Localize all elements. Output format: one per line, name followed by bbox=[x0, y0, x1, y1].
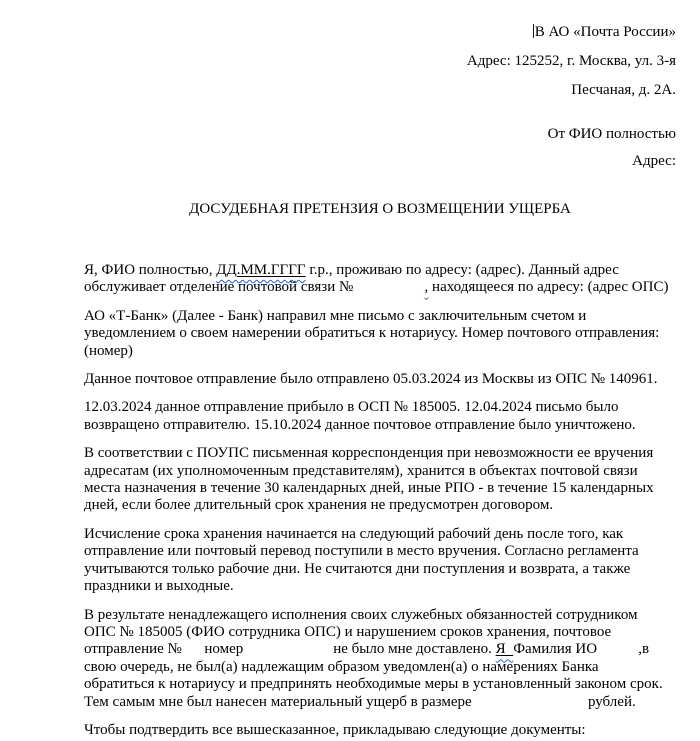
text-line: адресатам (их уполномоченным представителям), хранится в объектах почтовой связи bbox=[84, 462, 638, 479]
text-line: 12.03.2024 данное отправление прибыло в ОСП № 185005. 12.04.2024 письмо было bbox=[84, 399, 619, 416]
sender-block bbox=[84, 121, 676, 175]
grammar-squiggle-comma: , bbox=[424, 279, 429, 296]
recipient-org: В АО «Почта России» bbox=[534, 24, 676, 40]
paragraph-delivery-history bbox=[84, 399, 676, 434]
text-line: Данное почтовое отправление было отправлено 05.03.2024 из Москвы из ОПС № 140961. bbox=[84, 371, 658, 388]
paragraph-bank-letter bbox=[84, 308, 676, 360]
document-body bbox=[84, 262, 676, 739]
sender-line-2: Адрес: bbox=[632, 153, 676, 169]
paragraph-sent-date bbox=[84, 371, 676, 388]
paragraph-intro bbox=[84, 262, 676, 297]
text-line: отправление или почтовый перевод поступили в место вручения. Согласно регламента bbox=[84, 543, 639, 560]
text-line: (номер) bbox=[84, 342, 133, 359]
document-content bbox=[84, 18, 676, 739]
recipient-line-2: Адрес: 125252, г. Москва, ул. 3-я bbox=[466, 53, 676, 69]
text-line: АО «Т-Банк» (Далее - Банк) направил мне письмо с заключительным счетом и bbox=[84, 307, 587, 324]
intro-text-after-date: г.р., проживаю по адресу: (адрес). Данный адрес bbox=[305, 262, 619, 278]
date-placeholder: ДД.ММ.ГГГГ bbox=[216, 262, 306, 278]
text-line: ОПС № 185005 (ФИО сотрудника ОПС) и нарушением сроков хранения, почтовое bbox=[84, 623, 612, 640]
ops-address-text: находящееся по адресу: (адрес ОПС) bbox=[428, 279, 669, 296]
recipient-line-3: Песчаная, д. 2А. bbox=[571, 82, 676, 98]
paragraph-damage-claim bbox=[84, 607, 676, 711]
text-line: свою очередь, не был(а) надлежащим образом уведомлен(а) о намерениях Банка bbox=[84, 658, 599, 675]
intro-text-before-date: Я, ФИО полностью, bbox=[84, 262, 217, 278]
paragraph-attachments-intro bbox=[84, 722, 676, 739]
text-line: обратиться к нотариусу и предпринять необходимые меры в установленный законом срок. bbox=[84, 676, 663, 693]
text-line bbox=[84, 279, 676, 296]
text-line: праздники и выходные. bbox=[84, 578, 234, 595]
text-line: Исчисление срока хранения начинается на следующий рабочий день после того, как bbox=[84, 525, 624, 542]
text-line: Тем самым мне был нанесен материальный ущерб в размере рублей. bbox=[84, 693, 636, 710]
paragraph-poups-rules bbox=[84, 445, 676, 515]
text-line: В соответствии с ПОУПС письменная корреспонденция при невозможности ее вручения bbox=[84, 445, 654, 462]
claim-text-after-name: Фамилия ИО ,в bbox=[513, 641, 650, 658]
text-line: места назначения в течение 30 календарных дней, иные РПО - в течение 15 календарных bbox=[84, 480, 654, 497]
text-line: возвращено отправителю. 15.10.2024 данное почтовое отправление было уничтожено. bbox=[84, 416, 636, 433]
ops-number-text: обслуживает отделение почтовой связи № bbox=[84, 279, 425, 296]
recipient-line-1 bbox=[84, 18, 676, 47]
text-line: уведомлением о своем намерении обратиться к нотариусу. Номер почтового отправления: bbox=[84, 325, 660, 342]
date-placeholder-underline bbox=[216, 262, 305, 278]
text-line bbox=[84, 641, 676, 658]
text-line: дней, если более длительный срок хранения не предусмотрен договором. bbox=[84, 497, 554, 514]
text-line: В результате ненадлежащего исполнения своих служебных обязанностей сотрудником bbox=[84, 606, 638, 623]
paragraph-storage-term bbox=[84, 526, 676, 596]
name-placeholder-underline bbox=[496, 641, 514, 657]
name-placeholder: Я bbox=[495, 641, 514, 658]
text-line: учитываются только рабочие дни. Не считаются дни поступления и возврата, а также bbox=[84, 560, 631, 577]
recipient-block bbox=[84, 18, 676, 105]
text-line bbox=[84, 262, 676, 279]
text-cursor bbox=[533, 24, 534, 38]
document-title: ДОСУДЕБНАЯ ПРЕТЕНЗИЯ О ВОЗМЕЩЕНИИ УЩЕРБА bbox=[189, 201, 571, 217]
text-line: Чтобы подтвердить все вышесказанное, прикладываю следующие документы: bbox=[84, 721, 586, 738]
claim-text-before-name: отправление № номер не было мне доставлено. bbox=[84, 641, 496, 658]
sender-line-1: От ФИО полностью bbox=[547, 126, 676, 142]
